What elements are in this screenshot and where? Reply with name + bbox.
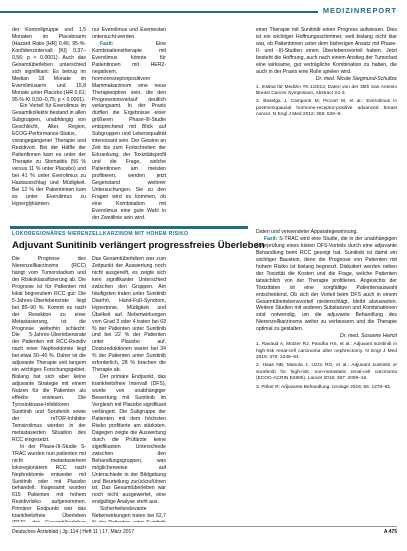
top-column-2 <box>92 27 166 222</box>
fazit-label: Fazit: <box>264 235 278 242</box>
paragraph: Das Gesamtüberleben war zum Zeitpunkt der Auswertung noch nicht ausgereift, es zeigte sich kein signifikanter Unterschied zwischen den Gruppen. Am häufigsten traten unter Sunitinib Diarrhö, Hand-Fuß-Syndrom, Hypertonie, Müdigkeit und Übelkeit auf. Nebenwirkungen vom Grad 3 oder 4 traten bei 63 % der Patienten unter Sunitinib und bei 22 % der Patienten unter Placebo auf. Dosisreduktionen waren bei 34 % der Patienten unter Sunitinib erforderlich, 28 % brachen die Therapie ab. <box>92 256 166 374</box>
paragraph: In der Phase-III-Studie S-TRAC wurden nun patienten mit nicht metastasiertem lokoregionärem RCC nach Nephrektomie entweder mit Sunitinib oder mit Placebo behandelt. Insgesamt wurden 615 Patienten mit hohem Rezidivrisiko aufgenommen. Primärer Endpunkt war das krankheitsfreie Überleben <box>12 443 86 520</box>
paragraph: der Kontrollgruppe und 1,5 Monaten im Placeboarm (Hazard Ratio [HR] 0,46; 95-%-Konfidenzintervall [KI] 0,37–0,56; p < 0,0001). Auch das Gesamtüberleben unterschied sich signifikant: Es betrug im Median 18 Monate im Everolimusarm und 15,8 Monate unter Placebo (HR 0,61; 95-%-KI 0,50–0,75; p < 0,0001). <box>12 27 86 103</box>
reference: 2. Haas NB, Manola J, Uzzo RG, et al.: Adjuvant sunitinib or sorafenib for high-risk, non-metastatic renal-cell carcinoma (ECOG-ACRIN E2805). Lancet 2016; 387: 2008–16. <box>256 363 397 382</box>
section-header <box>0 0 407 22</box>
article-divider <box>10 226 248 229</box>
footer-rule <box>12 526 397 527</box>
fazit-paragraph <box>256 236 397 333</box>
section-label: MEDIZINREPORT <box>322 6 397 15</box>
reference: 1. Institut für Medizin TK 1/2012; Daten von der 35th San Antonio Breast Cancer Symposium, Abstract S1-3. <box>256 84 397 97</box>
article-column-2 <box>92 256 166 522</box>
article-headline: Adjuvant Sunitinib verlängert progressfreies Überleben <box>12 240 265 251</box>
author-line: Dr. med. Nicole Siegmund-Schultze <box>315 75 397 82</box>
paragraph: Der primäre Endpunkt, das krankheitsfreie Intervall (DFS), wurde von unabhängiger Bewertung mit Sunitinib im Vergleich mit Placebo signifikant verlängert. Die Subgruppe der Patienten mit dem höchsten Risiko profitierte am stärksten. Dagegen zeigte die Auswertung durch die Prüfärzte keine signifikanten Unterschiede zwischen den Behandlungsgruppen, was möglicherweise auf Unterschiede in der Bildgebung und Beurteilung zurückzuführen ist. Das Gesamtüberleben war noch nicht ausgewertet, eine endgültige Analyse steht aus. <box>92 374 166 506</box>
reference: 3. Pirker R: Adjuvante Behandlung. Urologe 2016; 55: 1276–81. <box>256 384 392 390</box>
author-line: Dr. med. Susanne Heinzl <box>340 333 397 340</box>
paragraph: nur Everolimus und Exemestan untersucht werden. <box>92 27 166 40</box>
top-column-1 <box>12 27 86 208</box>
reference: 2. Baselga J, Campone M, Piccart M, et al.: Everolimus in postmenopausal hormone-receptor-positive advanced breast cancer. N Engl J Med 2012; 366: 520–9. <box>256 99 397 118</box>
paragraph: Ein Vorteil für Everolimus im Gesamtkollektiv bestand in allen Subgruppen, unabhängig von Geschlecht, Alter, Region, ECOG-Performance-Status, vorangegangener Therapie und Rezidivort. Bei der Hälfte der Patientinnen kam es unter der Therapie zu Stomatitis (56 % versus 11 % unter Placebo) und bei 41 % unter Everolimus zu Hautausschlag und Müdigkeit. Bei 12 % der Patientinnen kam es unter Everolimus zu Hyperglykämien. <box>12 103 86 207</box>
page-number: A 475 <box>383 529 397 535</box>
paragraph: Die Prognose des Nierenzellkarzinoms (RCC) hängt vom Tumorstadium und der Risikoklassifizierung ab. Die Prognose ist für Patienten mit lokal begrenztem RCC gut: Die 5-Jahres-Überlebensrate liegt bei 85–90 %. Kommt es nach der Resektion zu einer Metastasierung, ist die Prognose weiterhin schlecht: Die 5-Jahres-Überlebensrate der Patienten mit RCC-Rezidiv nach einer Nephrektomie liegt bei etwa 30–40 %. Daher ist die adjuvante Therapie seit langem ein wichtiges Forschungsgebiet. Bislang hat sich aber keine adjuvante Strategie mit einem Nutzen für die Patienten als effektiv erwiesen. Die Tyrosinkinase-Inhibitoren Sunitinib und Sorafenib sowie der mTOR-Inhibitor Temsirolimus werden in der metastasierten Situation des RCC eingesetzt. <box>12 256 86 443</box>
fazit-label: Fazit: <box>100 40 114 47</box>
page-footer <box>12 529 397 541</box>
fazit-text: S-TRAC wird eine Studie, die in der unabhängigen Überprüfung eines klaren DFS-Vorteils durch eine adjuvante Behandlung beim RCC gezeigt hat. Sunitinib ist damit ein wichtiger Baustein, denn die Prognose von Patienten mit hohem Risiko ist bislang begrenzt. Diskutiert werden neben der Toxizität die Kosten und die Frage, welche Patienten tatsächlich von der Therapie profitieren. Angesichts der Toxizitäten ist eine sorgfältige Patientenauswahl entscheidend. Ob sich der Vorteil beim DFS auch in einem Gesamtüberlebensvorteil niederschlägt, bleibt abzuwarten. Weitere Studien mit anderen Substanzen und Kombinationen sind notwendig, um die adjuvante Behandlung des Nierenzellkarzinoms weiter zu verbessern und die Therapie optimal zu gestalten. <box>256 235 397 333</box>
top-right-column <box>256 27 397 217</box>
paragraph: Sicherheitsrelevante Nebenwirkungen traten bei 62,7 <box>92 506 166 520</box>
article-column-3 <box>256 229 397 522</box>
paragraph: Daten und verwendeter Apparategewinnung. <box>256 229 358 235</box>
fazit-paragraph <box>92 41 166 222</box>
journal-citation: Deutsches Ärzteblatt | Jg. 114 | Heft 11 | 17. März 2017 <box>12 529 135 535</box>
article-column-1 <box>12 256 86 522</box>
fazit-text: Eine Kombinationstherapie mit Everolimus könnte für Patientinnen mit HER2-negativem, hormonrezeptorpositivem Mammakarzinom eine neue Therapieoption sein, die den Progressionsverlauf deutlich verlangsamt. In der Praxis dürften die Ergebnisse einer größeren Phase-III-Studie entsprechend mit Blick auf Subgruppen und Lebensqualität interessant sein. Der Gewinn an Zeit bis zum Fortschreiten der Erkrankung, der Toxizitätsprofil und die Frage, welche Patientinnen am meisten profitieren, werden jetzt Gegenstand weiterer Untersuchungen. Sie zu den Fragen wird es kommen, ob eine Kombination mit Everolimus eine gute Wahl in der Zweitlinie sein wird. <box>92 40 166 221</box>
paragraph: einer Therapie mit Sunitinib einen Progress aufwiesen. Dies ist ein wichtiger Hoffnungsschimmer, weil bislang nicht klar war, ob Patientinnen unter dem bisherigen Ansatz mit Phase-II- und -III-Studien einen Überlebensvorteil haben. Jetzt besteht die Hoffnung, auch nach einem Anstieg der Tumorlast eine wirksame, gut verträgliche Kombination zu haben, die auch in der Praxis eine Rolle spielen wird. <box>256 27 397 75</box>
reference: 1. Ravaud A, Motzer RJ, Pandha HS, et al.: Adjuvant sunitinib in high-risk renal-cell carcinoma after nephrectomy. N Engl J Med 2016; 375: 2246–54. <box>256 342 397 361</box>
article-kicker: LOKOREGIONÄRES NIERENZELLKARZINOM MIT HOHEM RISIKO <box>12 231 189 237</box>
header-rule <box>0 11 318 13</box>
